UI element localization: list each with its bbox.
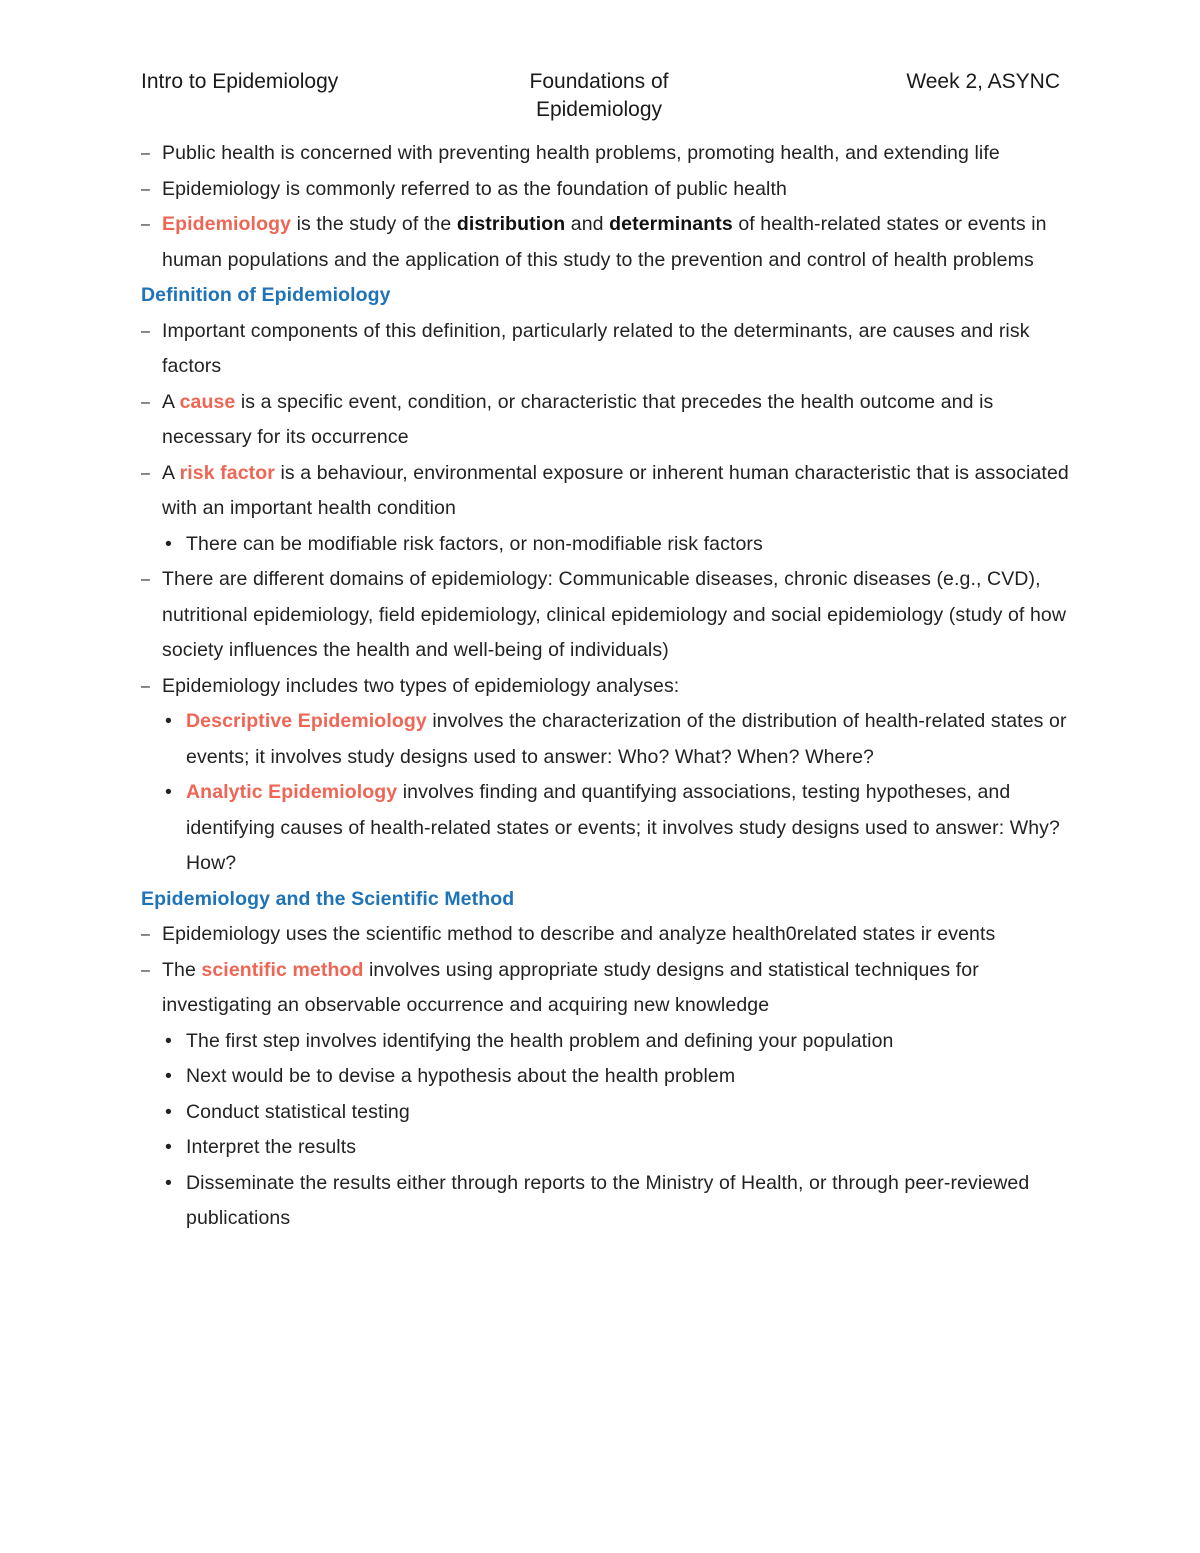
bullet-marker: • bbox=[165, 781, 172, 803]
item-text: Epidemiology includes two types of epidemiology analyses: bbox=[162, 674, 680, 697]
page-header bbox=[141, 68, 1060, 130]
item-text: of health-related states or events in human populations and the application of this study to the prevention and control of health problems bbox=[162, 213, 1047, 271]
dash-marker: – bbox=[141, 322, 150, 340]
sub-list-item bbox=[141, 775, 1076, 882]
list-item bbox=[141, 562, 1076, 669]
list-item bbox=[141, 456, 1076, 527]
bullet-marker: • bbox=[165, 1065, 172, 1087]
item-text: Disseminate the results either through reports to the Ministry of Health, or through peer-reviewed publications bbox=[186, 1171, 1030, 1229]
item-text: Epidemiology uses the scientific method to describe and analyze health0related states ir events bbox=[162, 923, 996, 945]
item-text: is a specific event, condition, or characteristic that precedes the health outcome and is necessary for its occurrence bbox=[162, 390, 994, 448]
dash-marker: – bbox=[141, 393, 150, 411]
list-item bbox=[141, 172, 1076, 208]
item-text: Public health is concerned with preventing health problems, promoting health, and extending life bbox=[162, 142, 1000, 164]
item-text: and bbox=[565, 213, 610, 235]
item-text: Epidemiology is commonly referred to as the foundation of public health bbox=[162, 177, 787, 200]
sub-list-item bbox=[141, 1059, 1076, 1095]
bullet-marker: • bbox=[165, 532, 172, 555]
dash-marker: – bbox=[141, 571, 150, 588]
sub-list-item bbox=[141, 1024, 1076, 1060]
dash-marker: – bbox=[141, 145, 150, 162]
item-text: The bbox=[162, 958, 202, 981]
sub-list-item bbox=[141, 1095, 1076, 1131]
sub-list-item bbox=[141, 1166, 1076, 1237]
item-text: There can be modifiable risk factors, or non-modifiable risk factors bbox=[186, 532, 763, 555]
dash-marker: – bbox=[141, 180, 150, 198]
item-text: Conduct statistical testing bbox=[186, 1100, 410, 1123]
highlight-term: risk factor bbox=[179, 461, 275, 484]
bold-term: determinants bbox=[609, 213, 733, 235]
lecture-title bbox=[509, 68, 689, 124]
bullet-marker: • bbox=[165, 710, 172, 732]
list-item bbox=[141, 314, 1076, 385]
list-item bbox=[141, 953, 1076, 1024]
bullet-marker: • bbox=[165, 1171, 172, 1194]
document-body bbox=[141, 136, 1076, 1237]
item-text: Interpret the results bbox=[186, 1136, 357, 1158]
section-heading: Definition of Epidemiology bbox=[141, 284, 391, 306]
highlight-term: Descriptive Epidemiology bbox=[186, 710, 427, 732]
list-item bbox=[141, 669, 1076, 705]
item-text: involves the characterization of the distribution of health-related states or events; it involves study designs used to answer: Who? What? When? Where? bbox=[186, 710, 1067, 768]
dash-marker: – bbox=[141, 677, 150, 695]
highlight-term: Epidemiology bbox=[162, 213, 292, 235]
item-text: The first step involves identifying the health problem and defining your population bbox=[186, 1029, 894, 1052]
dash-marker: – bbox=[141, 926, 150, 943]
item-text: is a behaviour, environmental exposure or inherent human characteristic that is associated with an important health condition bbox=[162, 461, 1069, 519]
dash-marker: – bbox=[141, 464, 150, 482]
highlight-term: cause bbox=[179, 390, 236, 413]
highlight-term: scientific method bbox=[201, 958, 364, 981]
sub-list-item bbox=[141, 704, 1076, 775]
list-item bbox=[141, 385, 1076, 456]
lecture-title-line1: Foundations of bbox=[529, 70, 669, 93]
week-label: Week 2, ASYNC bbox=[906, 70, 1060, 93]
list-item bbox=[141, 136, 1076, 172]
item-text: involves finding and quantifying associations, testing hypotheses, and identifying causes of health-related states or events; it involves study designs used to answer: Why? How? bbox=[186, 781, 1060, 874]
item-text: A bbox=[162, 461, 180, 484]
item-text: is the study of the bbox=[291, 213, 457, 235]
item-text: involves using appropriate study designs and statistical techniques for investigating an observable occurrence and acquiring new knowledge bbox=[162, 958, 979, 1016]
list-item bbox=[141, 917, 1076, 953]
item-text: Next would be to devise a hypothesis about the health problem bbox=[186, 1065, 736, 1087]
lecture-title-line2: Epidemiology bbox=[535, 98, 663, 121]
dash-marker: – bbox=[141, 961, 150, 979]
bullet-marker: • bbox=[165, 1136, 172, 1158]
dash-marker: – bbox=[141, 216, 150, 233]
highlight-term: Analytic Epidemiology bbox=[186, 781, 398, 803]
section-heading: Epidemiology and the Scientific Method bbox=[141, 887, 515, 910]
bullet-marker: • bbox=[165, 1100, 172, 1123]
sub-list-item bbox=[141, 1130, 1076, 1166]
item-text: A bbox=[162, 390, 180, 413]
item-text: Important components of this definition, particularly related to the determinants, are causes and risk factors bbox=[162, 319, 1030, 377]
course-title: Intro to Epidemiology bbox=[141, 70, 339, 93]
sub-list-item bbox=[141, 527, 1076, 563]
bullet-marker: • bbox=[165, 1029, 172, 1052]
item-text: There are different domains of epidemiology: Communicable diseases, chronic diseases (e.g., CVD), nutritional epidemiology, field epidemiology, clinical epidemiology and social epidemiology (study of how society influences the health and well-being of individuals) bbox=[162, 568, 1067, 661]
list-item bbox=[141, 207, 1076, 278]
bold-term: distribution bbox=[456, 213, 566, 235]
